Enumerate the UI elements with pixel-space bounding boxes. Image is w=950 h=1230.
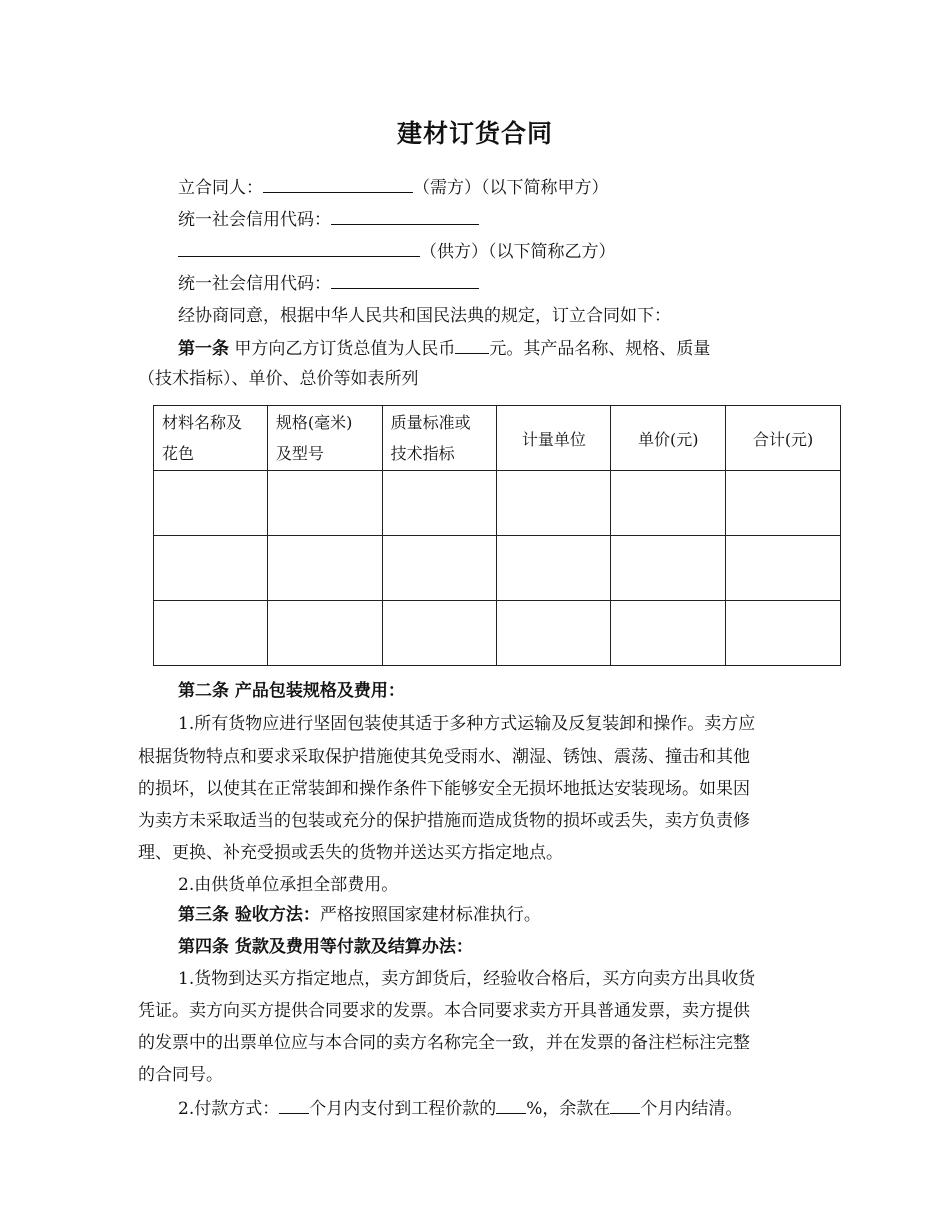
header-unit-price: 单价(元) xyxy=(611,406,726,471)
payment-text-c: %，余款在 xyxy=(526,1099,611,1119)
table-cell[interactable] xyxy=(611,536,726,601)
table-cell[interactable] xyxy=(154,536,268,601)
article2-heading: 第二条 产品包装规格及费用： xyxy=(178,681,405,701)
article2-p2: 2.由供货单位承担全部费用。 xyxy=(178,875,399,895)
header-unit: 计量单位 xyxy=(497,406,611,471)
payment-text-b: 个月内支付到工程价款的 xyxy=(309,1099,497,1119)
table-cell[interactable] xyxy=(382,536,497,601)
table-cell[interactable] xyxy=(154,601,268,666)
table-row xyxy=(154,471,841,536)
table-cell[interactable] xyxy=(726,536,841,601)
article2-p1-line2: 根据货物特点和要求采取保护措施使其免受雨水、潮湿、锈蚀、震荡、撞击和其他 xyxy=(138,747,750,767)
article4-p1-line4: 的合同号。 xyxy=(138,1065,223,1085)
article1-text-b: 元。其产品名称、规格、质量 xyxy=(489,339,711,359)
article4-heading: 第四条 货款及费用等付款及结算办法： xyxy=(178,937,473,957)
party-b-code-blank xyxy=(331,272,479,289)
intro-line: 经协商同意，根据中华人民共和国民法典的规定，订立合同如下： xyxy=(178,306,671,326)
party-b-suffix: （供方）（以下简称乙方） xyxy=(420,242,616,262)
article1-cont: （技术指标）、单价、总价等如表所列 xyxy=(138,369,419,389)
table-cell[interactable] xyxy=(382,471,497,536)
table-cell[interactable] xyxy=(726,601,841,666)
table-cell[interactable] xyxy=(497,536,611,601)
article4-p1-line2: 凭证。卖方向买方提供合同要求的发票。本合同要求卖方开具普通发票，卖方提供 xyxy=(138,1001,750,1021)
payment-line xyxy=(178,1097,742,1120)
header-material-name: 材料名称及 花色 xyxy=(154,406,268,471)
table-cell[interactable] xyxy=(611,601,726,666)
table-cell[interactable] xyxy=(382,601,497,666)
party-a-blank xyxy=(263,176,413,193)
party-b-code-label: 统一社会信用代码： xyxy=(178,274,331,294)
article1-heading: 第一条 xyxy=(178,339,229,359)
article4-p1-line1: 1.货物到达买方指定地点，卖方卸货后，经验收合格后，买方向卖方出具收货 xyxy=(178,969,756,989)
percent-blank xyxy=(496,1097,526,1114)
table-cell[interactable] xyxy=(267,536,382,601)
header-spec: 规格(毫米) 及型号 xyxy=(267,406,382,471)
table-cell[interactable] xyxy=(497,471,611,536)
header-quality: 质量标准或 技术指标 xyxy=(382,406,497,471)
table-cell[interactable] xyxy=(726,471,841,536)
months-blank-1 xyxy=(279,1097,309,1114)
items-table xyxy=(153,405,841,666)
article2-p1-line1: 1.所有货物应进行坚固包装使其适于多种方式运输及反复装卸和操作。卖方应 xyxy=(178,714,756,734)
payment-text-d: 个月内结清。 xyxy=(640,1099,743,1119)
table-header-row xyxy=(154,406,841,471)
article2-p1-line3: 的损坏，以使其在正常装卸和操作条件下能够安全无损坏地抵达安装现场。如果因 xyxy=(138,779,750,799)
table-row xyxy=(154,536,841,601)
article2-p1-line4: 为卖方未采取适当的包装或充分的保护措施而造成货物的损坏或丢失，卖方负责修 xyxy=(138,811,750,831)
table-cell[interactable] xyxy=(154,471,268,536)
party-a-prefix: 立合同人： xyxy=(178,178,263,198)
amount-blank xyxy=(455,337,489,354)
party-a-code-blank xyxy=(331,208,479,225)
table-cell[interactable] xyxy=(611,471,726,536)
party-b-blank xyxy=(178,240,420,257)
header-total: 合计(元) xyxy=(726,406,841,471)
party-a-code-line xyxy=(178,208,479,231)
party-b-line xyxy=(178,240,616,263)
party-a-code-label: 统一社会信用代码： xyxy=(178,210,331,230)
party-a-suffix: （需方）（以下简称甲方） xyxy=(413,178,609,198)
party-b-code-line xyxy=(178,272,479,295)
document-title: 建材订货合同 xyxy=(396,119,553,148)
table-cell[interactable] xyxy=(497,601,611,666)
table-row xyxy=(154,601,841,666)
article3-line xyxy=(178,904,541,926)
article1-text-a: 甲方向乙方订货总值为人民币 xyxy=(234,339,456,359)
article3-heading: 第三条 验收方法： xyxy=(178,905,320,925)
article1-line xyxy=(178,337,710,360)
party-a-line xyxy=(178,176,609,199)
table-cell[interactable] xyxy=(267,471,382,536)
months-blank-2 xyxy=(610,1097,640,1114)
article4-p1-line3: 的发票中的出票单位应与本合同的卖方名称完全一致，并在发票的备注栏标注完整 xyxy=(138,1033,750,1053)
payment-label: 2.付款方式： xyxy=(178,1099,280,1119)
article3-text: 严格按照国家建材标准执行。 xyxy=(319,905,541,925)
article2-p1-line5: 理、更换、补充受损或丢失的货物并送达买方指定地点。 xyxy=(138,843,563,863)
table-cell[interactable] xyxy=(267,601,382,666)
